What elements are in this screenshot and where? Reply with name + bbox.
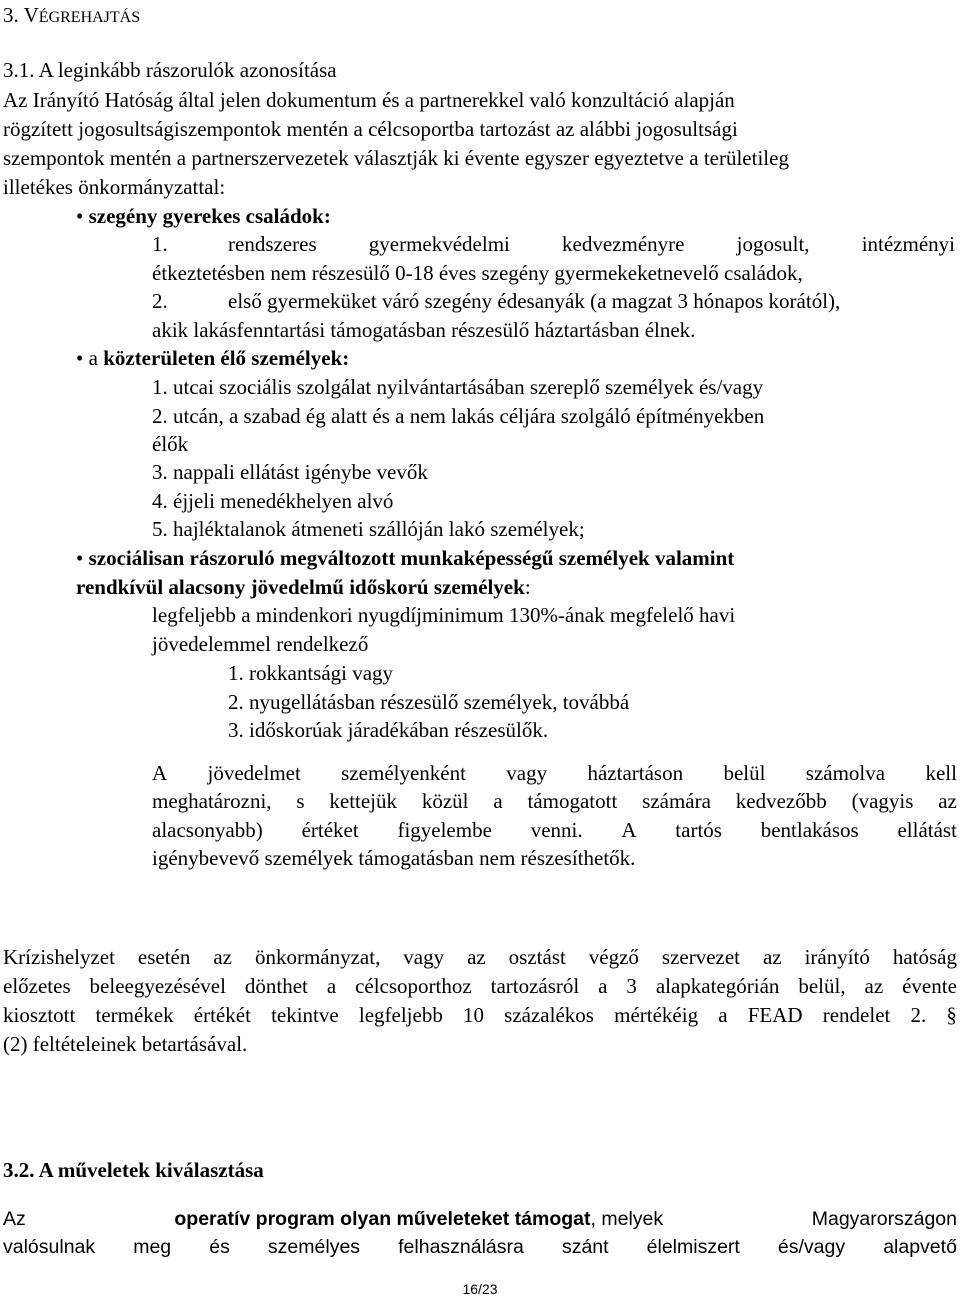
group1-item1-line: rendszeres gyermekvédelmi kedvezményre jogosult, intézményi	[228, 232, 955, 256]
list-item: 2. utcán, a szabad ég alatt és a nem lakás céljára szolgáló építményekben	[152, 404, 765, 428]
group3-condition: legfeljebb a mindenkori nyugdíjminimum 130%-ának megfelelő havi	[152, 603, 736, 627]
list-item: 1. rokkantsági vagy	[228, 661, 394, 685]
list-item: 2. nyugellátásban részesülő személyek, továbbá	[228, 690, 630, 714]
section-3-1-title: 3.1. A leginkább rászorulók azonosítása	[3, 58, 337, 82]
crisis-paragraph-line: előzetes beleegyezésével dönthet a célcsoporthoz tartozásról a 3 alapkategórián belül, az évente	[3, 974, 957, 998]
list-item: 3. időskorúak járadékában részesülők.	[228, 718, 549, 742]
list-item: élők	[152, 432, 189, 456]
intro-line: szempontok mentén a partnerszervezetek választják ki évente egyszer egyeztetve a területileg	[3, 146, 789, 170]
crisis-paragraph-line: kiosztott termékek értékét tekintve legfeljebb 10 százalékos mértékéig a FEAD rendelet 2. §	[3, 1003, 957, 1027]
group1-item1-num: 1.	[152, 232, 168, 256]
group-homeless-label: • a közterületen élő személyek:	[76, 346, 350, 370]
chapter-heading: 3. VÉGREHAJTÁS	[3, 3, 141, 27]
income-paragraph-line: igénybevevő személyek támogatásban nem részesíthetők.	[152, 846, 636, 870]
list-item: 1. utcai szociális szolgálat nyilvántartásában szereplő személyek és/vagy	[152, 375, 764, 399]
income-paragraph-line: alacsonyabb) értéket figyelembe venni. A tartós bentlakásos ellátást	[152, 818, 957, 842]
group1-item1-cont: étkeztetésben nem részesülő 0-18 éves szegény gyermekeketnevelő családok,	[152, 261, 803, 285]
section-3-2-title: 3.2. A műveletek kiválasztása	[3, 1158, 264, 1182]
intro-line: illetékes önkormányzattal:	[3, 175, 226, 199]
section-3-2-line: Az operatív program olyan műveleteket támogat, melyek Magyarországon	[3, 1208, 957, 1230]
group-disabled-elderly-label: • szociálisan rászoruló megváltozott munkaképességű személyek valamint	[76, 546, 735, 570]
intro-line: Az Irányító Hatóság által jelen dokumentum és a partnerekkel való konzultáció alapján	[3, 88, 735, 112]
list-item: 5. hajléktalanok átmeneti szállóján lakó személyek;	[152, 517, 585, 541]
group1-item2-cont: akik lakásfenntartási támogatásban részesülő háztartásban élnek.	[152, 318, 696, 342]
income-paragraph-line: A jövedelmet személyenként vagy háztartáson belül számolva kell	[152, 761, 957, 785]
page-number: 16/23	[462, 1281, 498, 1297]
income-paragraph-line: meghatározni, s kettejük közül a támogatott számára kedvezőbb (vagyis az	[152, 789, 957, 813]
group1-item2-num: 2.	[152, 289, 168, 313]
section-3-2-line: valósulnak meg és személyes felhasználásra szánt élelmiszert és/vagy alapvető	[3, 1236, 957, 1258]
group3-condition: jövedelemmel rendelkező	[152, 632, 369, 656]
list-item: 4. éjjeli menedékhelyen alvó	[152, 489, 394, 513]
crisis-paragraph-line: (2) feltételeinek betartásával.	[3, 1032, 248, 1056]
list-item: 3. nappali ellátást igénybe vevők	[152, 460, 428, 484]
intro-line: rögzített jogosultságiszempontok mentén a célcsoportba tartozást az alábbi jogosultsági	[3, 117, 738, 141]
group-disabled-elderly-label-cont: rendkívül alacsony jövedelmű időskorú személyek:	[76, 575, 531, 599]
group-poor-families-label: • szegény gyerekes családok:	[76, 204, 331, 228]
group1-item2-line: első gyermeküket váró szegény édesanyák (a magzat 3 hónapos korától),	[228, 289, 841, 313]
crisis-paragraph-line: Krízishelyzet esetén az önkormányzat, vagy az osztást végző szervezet az irányító hatóság	[3, 945, 957, 969]
